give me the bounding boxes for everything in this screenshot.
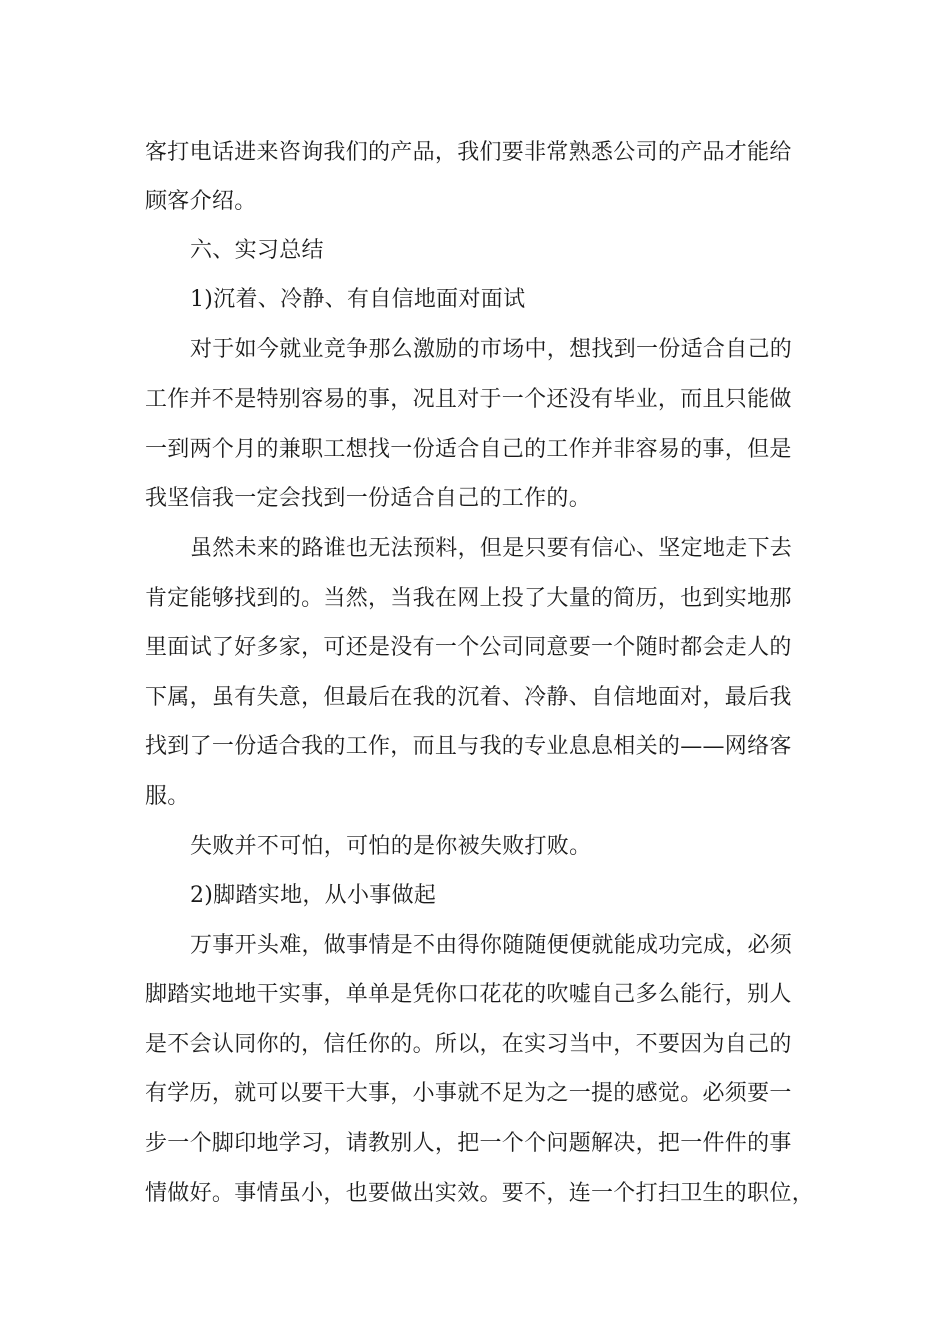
section-heading: 六、实习总结 [190,238,324,263]
text-line: 里面试了好多家，可还是没有一个公司同意要一个随时都会走人的 [145,635,792,660]
text-line: 顾客介绍。 [145,189,257,214]
text-line: 我坚信我一定会找到一份适合自己的工作的。 [145,486,592,511]
text-line: 对于如今就业竞争那么激励的市场中，想找到一份适合自己的 [190,337,793,362]
text-line: 失败并不可怕，可怕的是你被失败打败。 [190,834,592,859]
text-line: 有学历，就可以要干大事，小事就不足为之一提的感觉。必须要一 [145,1081,792,1106]
text-line: 是不会认同你的，信任你的。所以，在实习当中，不要因为自己的 [145,1032,792,1057]
text-line: 一到两个月的兼职工想找一份适合自己的工作并非容易的事，但是 [145,437,792,462]
text-line: 万事开头难，做事情是不由得你随随便便就能成功完成，必须 [190,933,793,958]
text-line: 找到了一份适合我的工作，而且与我的专业息息相关的——网络客 [145,734,792,759]
text-line: 虽然未来的路谁也无法预料，但是只要有信心、坚定地走下去 [190,536,793,561]
text-line: 脚踏实地地干实事，单单是凭你口花花的吹嘘自己多么能行，别人 [145,982,792,1007]
text-line: 步一个脚印地学习，请教别人，把一个个问题解决，把一件件的事 [145,1131,792,1156]
text-line: 工作并不是特别容易的事，况且对于一个还没有毕业，而且只能做 [145,387,792,412]
text-line: 客打电话进来咨询我们的产品，我们要非常熟悉公司的产品才能给 [145,140,792,165]
subsection-heading: 2)脚踏实地，从小事做起 [190,883,437,908]
text-line: 肯定能够找到的。当然，当我在网上投了大量的简历，也到实地那 [145,586,792,611]
text-line: 服。 [145,784,190,809]
subsection-heading: 1)沉着、冷静、有自信地面对面试 [190,287,526,312]
text-line: 下属，虽有失意，但最后在我的沉着、冷静、自信地面对，最后我 [145,685,792,710]
text-line: 情做好。事情虽小，也要做出实效。要不，连一个打扫卫生的职位， [145,1181,815,1206]
